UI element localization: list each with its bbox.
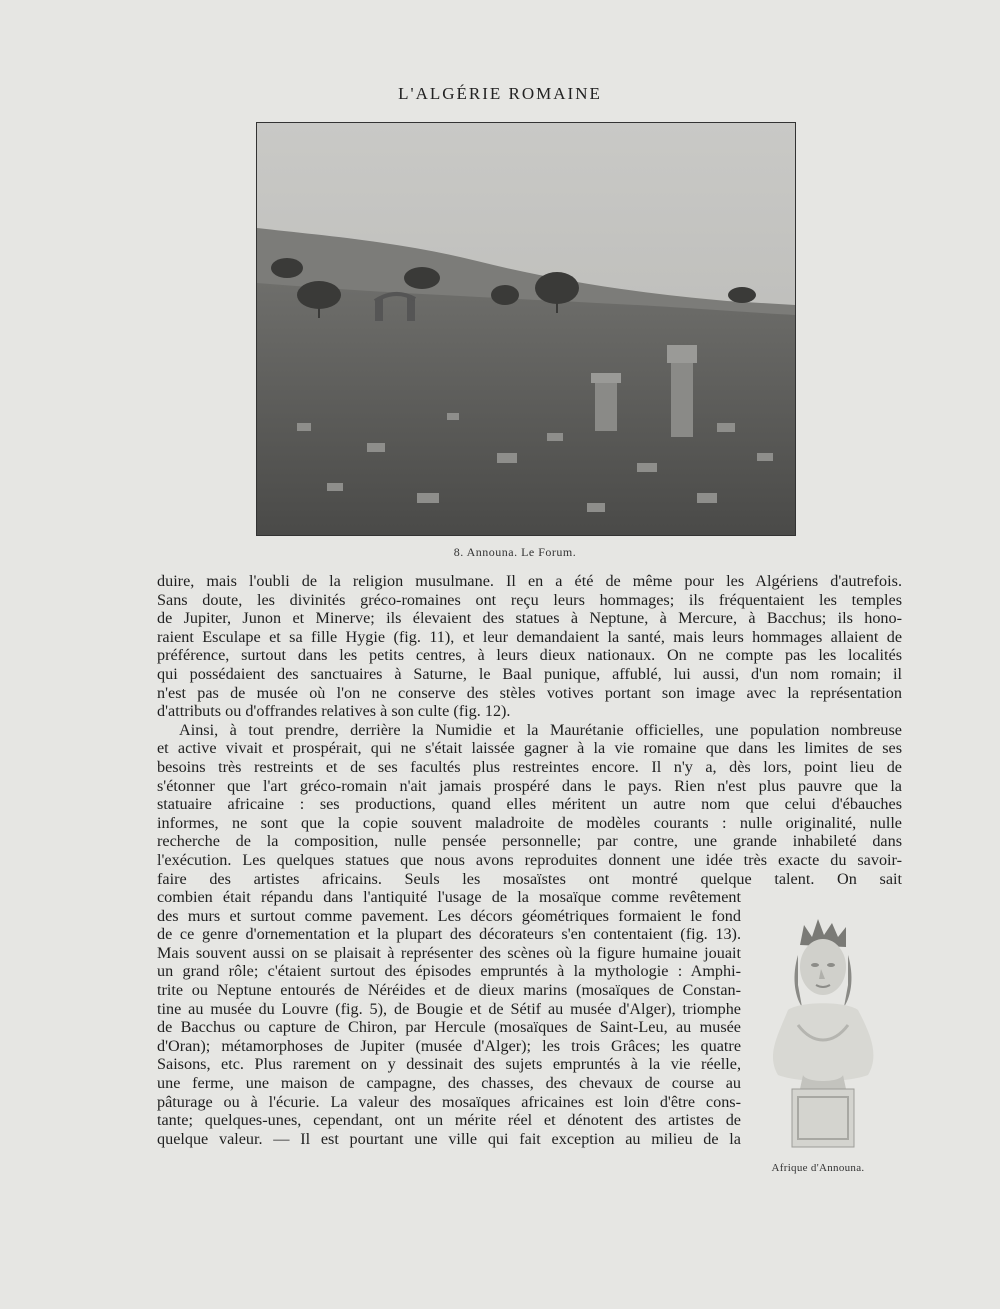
afrique-bust-image — [758, 915, 888, 1155]
text-line: tante; quelques-unes, cependant, ont un mérite réel et dénotent des artistes de — [157, 1111, 741, 1130]
text-line: pâturage ou à l'écurie. La valeur des mosaïques africaines est loin d'être cons- — [157, 1092, 741, 1111]
text-line: faire des artistes africains. Seuls les mosaïstes ont montré quelque talent. On sait — [157, 869, 902, 888]
bust-caption: Afrique d'Announa. — [771, 1162, 865, 1174]
text-line: duire, mais l'oubli de la religion musulmane. Il en a été de même pour les Algériens d'autrefois. — [157, 572, 902, 590]
text-line: préférence, surtout dans les petits centres, à leurs dieux nationaux. On ne compte pas les localités — [157, 646, 902, 665]
text-line: s'étonner que l'art gréco-romain n'ait jamais prospéré dans le pays. Rien n'est plus pauvre que la — [157, 776, 902, 795]
forum-photograph — [256, 122, 796, 536]
forum-landscape-image — [257, 123, 795, 535]
text-line: Mais souvent aussi on se plaisait à représenter des scènes où la figure humaine jouait — [157, 943, 741, 962]
text-line: trite ou Neptune entourés de Néréides et de dieux marins (mosaïques de Constan- — [157, 981, 741, 1000]
text-line: d'attributs ou d'offrandes relatives à son culte (fig. 12). — [157, 702, 511, 721]
text-column-narrow — [157, 888, 741, 1148]
text-line: Ainsi, à tout prendre, derrière la Numidie et la Maurétanie officielles, une population nombreuse — [179, 720, 902, 739]
text-line: des murs et surtout comme pavement. Les décors géométriques formaient le fond — [157, 906, 741, 925]
text-line: d'Oran); métamorphoses de Jupiter (musée d'Alger); les trois Grâces; les quatre — [157, 1036, 741, 1055]
text-line: l'exécution. Les quelques statues que nous avons reproduites donnent une idée très exacte du savoir- — [157, 850, 902, 869]
text-line: de Jupiter, Junon et Minerve; ils élevaient des statues à Neptune, à Mercure, à Bacchus; ils hono- — [157, 609, 902, 628]
text-line: de ce genre d'ornementation et la plupart des décorateurs s'en contentaient (fig. 13). — [157, 925, 741, 944]
text-line: Saisons, etc. Plus rarement on y dessinait des sujets empruntés à la vie réelle, — [157, 1055, 741, 1074]
text-line: recherche de la composition, nulle pensée personnelle; par contre, une grande inhabileté dans — [157, 832, 902, 851]
running-head: L'ALGÉRIE ROMAINE — [398, 84, 602, 103]
bust-figure — [758, 915, 888, 1155]
text-line: et active vivait et prospérait, qui ne s'était laissée gagner à la vie romaine que dans les limites de ses — [157, 739, 902, 758]
text-line: de Bacchus ou capture de Chiron, par Hercule (mosaïques de Saint-Leu, au musée — [157, 1018, 741, 1037]
text-line: qui possédaient des sanctuaires à Saturne, le Baal punique, affublé, lui aussi, d'un nom romain; il — [157, 664, 902, 683]
text-line: Sans doute, les divinités gréco-romaines ont reçu leurs hommages; ils fréquentaient les temples — [157, 590, 902, 609]
photo-caption: 8. Announa. Le Forum. — [453, 545, 577, 559]
text-line: n'est pas de musée où l'on ne conserve des stèles votives portant son image avec la représentation — [157, 683, 902, 702]
text-line: combien était répandu dans l'antiquité l'usage de la mosaïque comme revêtement — [157, 888, 741, 907]
text-line: une ferme, une maison de campagne, des chasses, des chevaux de course au — [157, 1074, 741, 1093]
text-line: raient Esculape et sa fille Hygie (fig. 11), et leur demandaient la santé, mais leurs hommages allaient de — [157, 627, 902, 646]
text-line: tine au musée du Louvre (fig. 5), de Bougie et de Sétif au musée d'Alger), triomphe — [157, 999, 741, 1018]
paragraph-1 — [157, 572, 902, 721]
text-line: quelque valeur. — Il est pourtant une ville qui fait exception au milieu de la — [157, 1129, 741, 1148]
text-line: statuaire africaine : ses productions, quand elles méritent un autre nom que celui d'ébauches — [157, 795, 902, 814]
text-line: un grand rôle; c'étaient surtout des épisodes empruntés à la mythologie : Amphi- — [157, 962, 741, 981]
text-line: besoins très restreints et de ses facultés plus restreintes encore. Il n'y a, dès lors, point lieu de — [157, 757, 902, 776]
text-line: informes, ne sont que la copie souvent maladroite de modèles courants : nulle originalité, nulle — [157, 813, 902, 832]
